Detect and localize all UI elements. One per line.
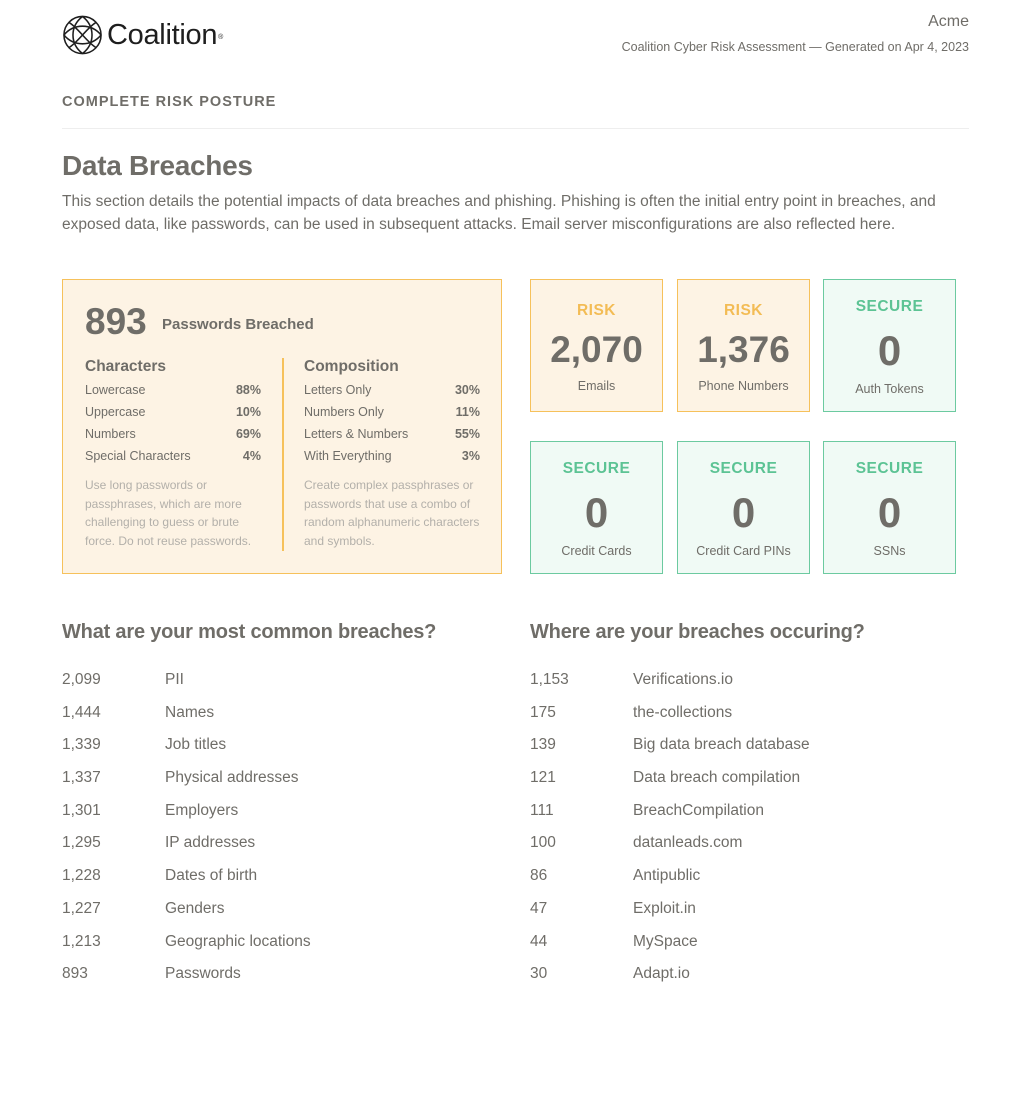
passwords-breached-card xyxy=(62,279,502,574)
tile-value: 0 xyxy=(877,489,902,536)
breach-type: Physical addresses xyxy=(165,769,299,787)
breach-count: 1,339 xyxy=(62,736,101,754)
breach-sources-list xyxy=(530,671,960,998)
emails-tile xyxy=(530,279,663,412)
list-item xyxy=(62,802,482,835)
characters-row xyxy=(85,383,261,405)
breach-count: 1,444 xyxy=(62,703,101,721)
row-label: With Everything xyxy=(304,449,392,463)
tile-status: SECURE xyxy=(855,298,924,315)
coalition-logo xyxy=(62,14,223,56)
row-percent: 69% xyxy=(235,427,261,441)
breach-type: Employers xyxy=(165,801,239,819)
breach-count: 121 xyxy=(530,769,556,787)
list-item xyxy=(530,965,960,998)
row-percent: 4% xyxy=(242,449,261,463)
composition-row xyxy=(304,383,480,405)
breach-source: Big data breach database xyxy=(633,736,810,754)
report-generated-line: Coalition Cyber Risk Assessment — Generated on Apr 4, 2023 xyxy=(621,40,969,54)
brand-registered-mark: ® xyxy=(218,33,224,41)
composition-tip: Create complex passphrases or passwords that use a combo of random alphanumeric characters and symbols. xyxy=(304,478,480,548)
breach-source: Data breach compilation xyxy=(633,769,801,787)
list-item xyxy=(530,834,960,867)
breach-count: 2,099 xyxy=(62,671,101,688)
breach-count: 1,153 xyxy=(530,671,569,688)
intro-paragraph: This section details the potential impacts of data breaches and phishing. Phishing is often the initial entry point in breaches, and exposed data, like passwords, can be used in subsequent attacks. Email server misconfigurations are also reflected here. xyxy=(62,193,936,233)
row-percent: 30% xyxy=(454,383,480,397)
breach-type: Dates of birth xyxy=(165,867,258,885)
breach-source: the-collections xyxy=(633,703,733,721)
ssns-tile xyxy=(823,441,956,574)
tile-label: Credit Cards xyxy=(561,544,632,558)
list-item xyxy=(62,867,482,900)
credit-cards-tile xyxy=(530,441,663,574)
breach-source: MySpace xyxy=(633,932,698,950)
breach-source: Verifications.io xyxy=(633,671,733,688)
list-item xyxy=(62,671,482,704)
breach-count: 893 xyxy=(62,965,88,983)
breach-source: BreachCompilation xyxy=(633,801,764,819)
composition-row xyxy=(304,449,480,471)
list-item xyxy=(62,933,482,966)
composition-title: Composition xyxy=(304,358,399,375)
characters-title: Characters xyxy=(85,358,166,375)
list-item xyxy=(62,769,482,802)
breach-type: Job titles xyxy=(165,736,227,754)
composition-row xyxy=(304,405,480,427)
tile-value: 0 xyxy=(877,327,902,374)
breach-count: 1,228 xyxy=(62,867,101,885)
list-item xyxy=(62,736,482,769)
tile-label: Credit Card PINs xyxy=(696,544,791,558)
tile-label: Emails xyxy=(577,379,616,393)
list-item xyxy=(530,867,960,900)
column-separator xyxy=(282,358,284,551)
page-title: Data Breaches xyxy=(62,150,253,181)
common-breaches-list xyxy=(62,671,482,998)
section-title: COMPLETE RISK POSTURE xyxy=(62,94,277,110)
characters-row xyxy=(85,449,261,471)
tile-value: 1,376 xyxy=(697,329,790,370)
row-label: Numbers xyxy=(85,427,136,441)
breach-type: PII xyxy=(165,671,184,688)
row-label: Numbers Only xyxy=(304,405,384,419)
characters-row xyxy=(85,427,261,449)
row-label: Uppercase xyxy=(85,405,146,419)
company-name: Acme xyxy=(928,13,969,30)
breach-count: 86 xyxy=(530,867,548,885)
row-percent: 3% xyxy=(461,449,480,463)
list-item xyxy=(62,834,482,867)
tile-status: SECURE xyxy=(855,460,924,477)
list-item xyxy=(62,900,482,933)
breach-source: Antipublic xyxy=(633,867,701,885)
breach-type: Geographic locations xyxy=(165,932,311,950)
row-label: Lowercase xyxy=(85,383,146,397)
breach-source: Exploit.in xyxy=(633,899,696,917)
tile-status: SECURE xyxy=(709,460,778,477)
tile-status: RISK xyxy=(723,302,764,319)
credit-card-pins-tile xyxy=(677,441,810,574)
tile-value: 0 xyxy=(584,489,609,536)
list-item xyxy=(530,704,960,737)
breach-sources-title: Where are your breaches occuring? xyxy=(530,621,865,643)
breach-type: IP addresses xyxy=(165,834,256,852)
breach-count: 139 xyxy=(530,736,556,754)
characters-row xyxy=(85,405,261,427)
breach-count: 47 xyxy=(530,899,548,917)
breach-type: Passwords xyxy=(165,965,241,983)
characters-tip: Use long passwords or passphrases, which are more challenging to guess or brute force. Do not reuse passwords. xyxy=(85,478,252,548)
list-item xyxy=(530,671,960,704)
row-percent: 11% xyxy=(455,405,480,419)
breach-count: 100 xyxy=(530,834,556,852)
tile-status: SECURE xyxy=(562,460,631,477)
tile-label: Auth Tokens xyxy=(855,382,924,396)
breach-source: datanleads.com xyxy=(633,834,743,852)
composition-column xyxy=(304,358,480,550)
tile-label: Phone Numbers xyxy=(698,379,789,393)
brand-name: Coalition xyxy=(107,18,218,51)
characters-column xyxy=(85,358,261,550)
breach-type: Genders xyxy=(165,899,225,917)
coalition-logo-icon xyxy=(62,14,103,56)
tile-value: 2,070 xyxy=(550,329,643,370)
breach-type: Names xyxy=(165,703,215,721)
composition-row xyxy=(304,427,480,449)
phone-numbers-tile xyxy=(677,279,810,412)
breach-count: 1,213 xyxy=(62,932,101,950)
row-percent: 88% xyxy=(235,383,261,397)
common-breaches-title: What are your most common breaches? xyxy=(62,621,437,643)
breach-count: 111 xyxy=(530,801,554,819)
auth-tokens-tile xyxy=(823,279,956,412)
list-item xyxy=(62,704,482,737)
row-label: Special Characters xyxy=(85,449,191,463)
list-item xyxy=(62,965,482,998)
list-item xyxy=(530,900,960,933)
row-percent: 55% xyxy=(454,427,480,441)
row-label: Letters Only xyxy=(304,383,372,397)
section-divider xyxy=(62,128,969,129)
list-item xyxy=(530,736,960,769)
list-item xyxy=(530,933,960,966)
breach-count: 1,295 xyxy=(62,834,101,852)
tile-value: 0 xyxy=(731,489,756,536)
list-item xyxy=(530,769,960,802)
row-label: Letters & Numbers xyxy=(304,427,409,441)
breach-count: 30 xyxy=(530,965,548,983)
list-item xyxy=(530,802,960,835)
breach-count: 1,337 xyxy=(62,769,101,787)
breach-count: 1,227 xyxy=(62,899,101,917)
tile-label: SSNs xyxy=(873,544,906,558)
breach-count: 175 xyxy=(530,703,556,721)
passwords-breached-label: Passwords Breached xyxy=(162,316,314,333)
tile-status: RISK xyxy=(576,302,617,319)
row-percent: 10% xyxy=(235,405,261,419)
passwords-breached-count: 893 xyxy=(85,301,147,342)
breach-count: 44 xyxy=(530,932,548,950)
breach-count: 1,301 xyxy=(62,801,101,819)
breach-source: Adapt.io xyxy=(633,965,690,983)
